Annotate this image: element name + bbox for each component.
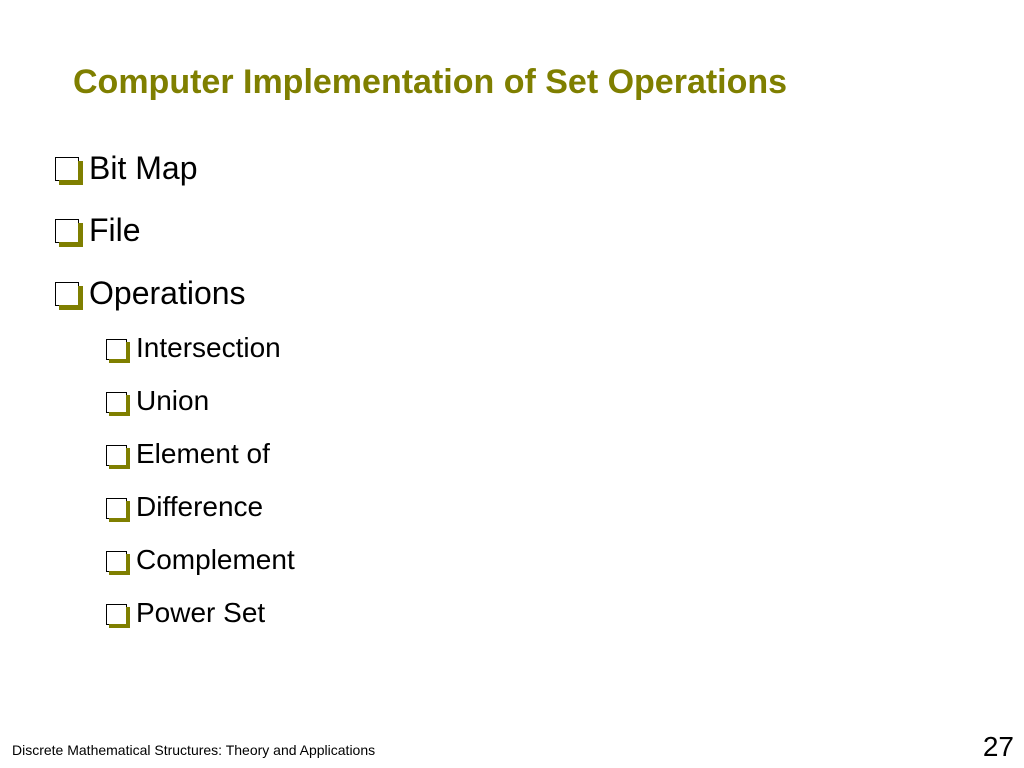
bullet-label: Bit Map (89, 150, 198, 186)
checkbox-icon (55, 282, 79, 306)
checkbox-icon (106, 445, 127, 466)
sub-bullet-label: Intersection (136, 332, 281, 363)
checkbox-icon (55, 219, 79, 243)
footer-course-text: Discrete Mathematical Structures: Theory and Applications (12, 742, 376, 758)
sub-bullet-label: Element of (136, 438, 270, 469)
sub-bullet-item-complement (106, 542, 295, 578)
checkbox-icon (106, 392, 127, 413)
sub-bullet-label: Union (136, 385, 210, 416)
sub-bullet-item-difference (106, 489, 263, 525)
sub-bullet-label: Complement (136, 544, 295, 575)
sub-bullet-item-element-of (106, 436, 270, 472)
checkbox-icon (106, 339, 127, 360)
sub-bullet-label: Power Set (136, 597, 266, 628)
bullet-item-file (55, 210, 141, 250)
checkbox-icon (55, 157, 79, 181)
checkbox-icon (106, 604, 127, 625)
bullet-item-operations (55, 273, 246, 313)
sub-bullet-label: Difference (136, 491, 264, 522)
sub-bullet-item-power-set (106, 595, 265, 631)
sub-bullet-item-union (106, 383, 209, 419)
page-number: 27 (982, 731, 1014, 762)
bullet-label: Operations (89, 275, 246, 311)
bullet-label: File (89, 212, 141, 248)
checkbox-icon (106, 498, 127, 519)
sub-bullet-item-intersection (106, 330, 281, 366)
slide-title: Computer Implementation of Set Operations (73, 63, 788, 101)
checkbox-icon (106, 551, 127, 572)
bullet-item-bit-map (55, 148, 197, 188)
